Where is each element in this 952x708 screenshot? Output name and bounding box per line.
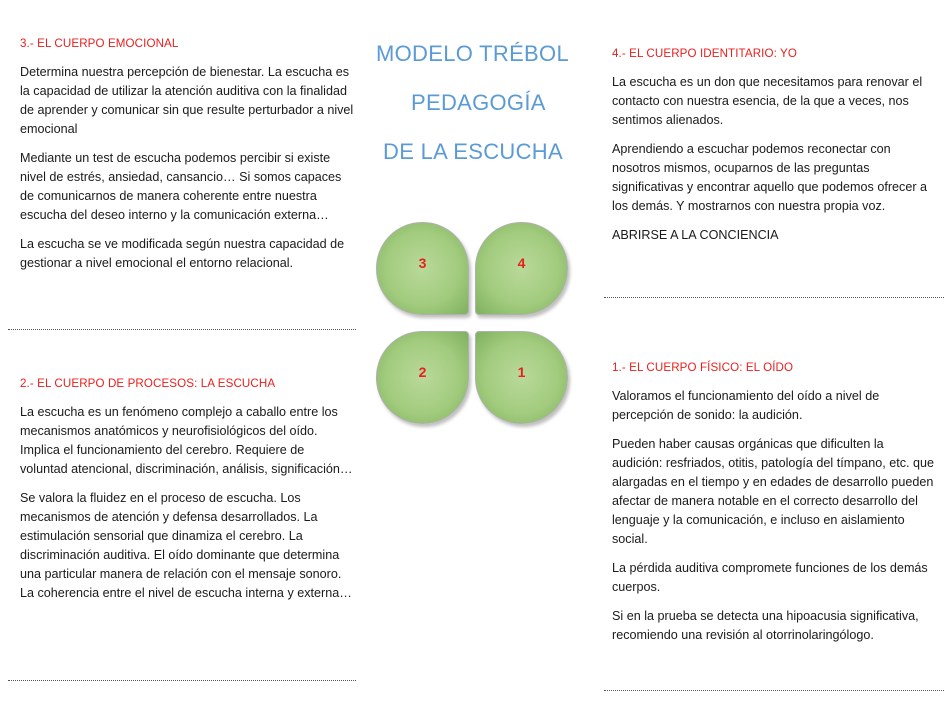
divider <box>8 680 356 681</box>
divider <box>8 329 356 330</box>
section-identitario <box>612 44 937 255</box>
clover-number: 2 <box>418 364 427 380</box>
section-title: 3.- EL CUERPO EMOCIONAL <box>20 37 179 50</box>
paragraph: La escucha es un don que necesitamos para renovar el contacto con nuestra esencia, de la que a veces, nos sentimos alienados. <box>612 75 923 127</box>
divider <box>604 297 944 298</box>
clover-leaf-4 <box>475 222 568 315</box>
section-fisico <box>612 358 937 655</box>
paragraph: La escucha es un fenómeno complejo a caballo entre los mecanismos anatómicos y neurofisiológicos del oído. Implica el funcionamiento del cerebro. Requiere de voluntad atencional, discriminación, análisis, significación… <box>20 405 353 476</box>
divider <box>604 690 944 691</box>
clover-leaf-3 <box>376 222 469 315</box>
paragraph: La pérdida auditiva compromete funciones de los demás cuerpos. <box>612 561 928 594</box>
paragraph: La escucha se ve modificada según nuestra capacidad de gestionar a nivel emocional el entorno relacional. <box>20 237 345 270</box>
clover-number: 3 <box>418 255 427 271</box>
section-title: 1.- EL CUERPO FÍSICO: EL OÍDO <box>612 361 794 374</box>
clover-number: 1 <box>517 364 526 380</box>
main-title-line: DE LA ESCUCHA <box>383 139 563 164</box>
paragraph: Pueden haber causas orgánicas que dificulten la audición: resfriados, otitis, patología del tímpano, etc. que alargadas en el tiempo y en edades de desarrollo pueden afectar de manera notable en el correcto desarrollo del lenguaje y la comunicación, e incluso en aislamiento social. <box>612 437 935 546</box>
paragraph: Valoramos el funcionamiento del oído a nivel de percepción de sonido: la audición. <box>612 389 880 422</box>
paragraph: Mediante un test de escucha podemos percibir si existe nivel de estrés, ansiedad, cansancio… Si somos capaces de comunicarnos de manera coherente entre nuestra escucha del deseo interno y la comunicación externa… <box>20 151 342 222</box>
section-emocional <box>20 34 355 283</box>
section-title: 4.- EL CUERPO IDENTITARIO: YO <box>612 47 797 60</box>
paragraph: ABRIRSE A LA CONCIENCIA <box>612 228 779 242</box>
clover-leaf-1 <box>475 331 568 424</box>
main-title-line: MODELO TRÉBOL <box>376 41 569 66</box>
paragraph: Se valora la fluidez en el proceso de escucha. Los mecanismos de atención y defensa desarrollados. La estimulación sensorial que dinamiza el cerebro. La discriminación auditiva. El oído dominante que determina una particular manera de relación con el mensaje sonoro. La coherencia entre el nivel de escucha interna y externa… <box>20 491 352 600</box>
paragraph: Si en la prueba se detecta una hipoacusia significativa, recomiendo una revisión al otorrinolaringólogo. <box>612 609 919 642</box>
section-title: 2.- EL CUERPO DE PROCESOS: LA ESCUCHA <box>20 377 276 390</box>
clover-leaf-2 <box>376 331 469 424</box>
paragraph: Aprendiendo a escuchar podemos reconectar con nosotros mismos, ocuparnos de las preguntas significativas y encontrar aquello que podemos ofrecer a los demás. Y mostrarnos con nuestra propia voz. <box>612 142 928 213</box>
section-procesos <box>20 374 355 613</box>
clover-number: 4 <box>517 255 526 271</box>
paragraph: Determina nuestra percepción de bienestar. La escucha es la capacidad de utilizar la atención auditiva con la finalidad de aprender y comunicar sin que resulte perturbador a nivel emocional <box>20 65 354 136</box>
main-title-line: PEDAGOGÍA <box>411 90 546 115</box>
